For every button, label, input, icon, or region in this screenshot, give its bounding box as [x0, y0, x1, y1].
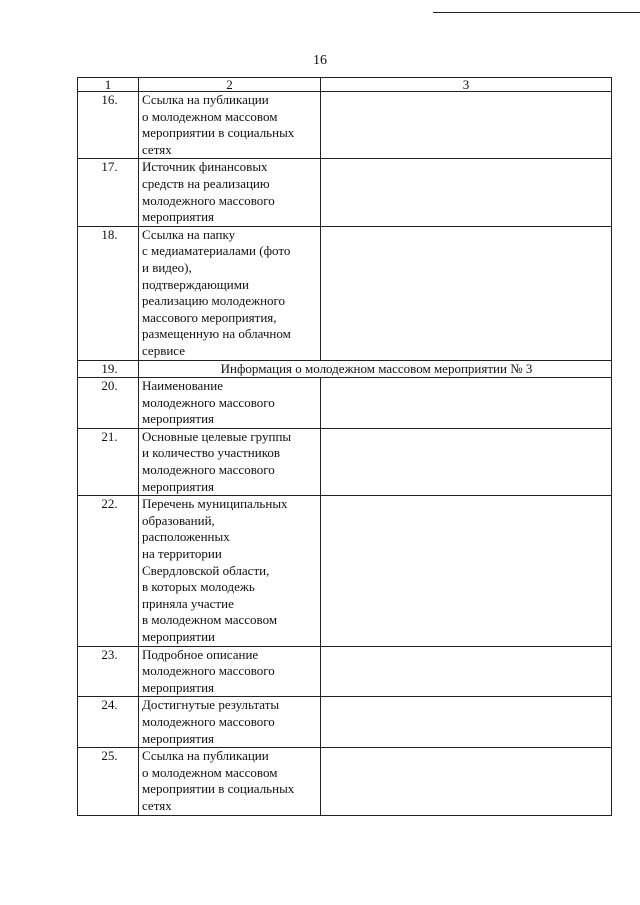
row-number: 22. [78, 496, 139, 646]
row-value-cell [321, 697, 612, 748]
row-number: 25. [78, 748, 139, 815]
table-row [78, 378, 612, 429]
row-label: Источник финансовых средств на реализацию молодежного массового мероприятия [139, 159, 321, 226]
row-label: Ссылка на публикации о молодежном массовом мероприятии в социальных сетях [139, 92, 321, 159]
row-value-cell [321, 428, 612, 495]
row-value-cell [321, 226, 612, 360]
row-value-cell [321, 92, 612, 159]
row-value-cell [321, 159, 612, 226]
row-value-cell [321, 378, 612, 429]
row-label: Перечень муниципальных образований, расположенных на территории Свердловской области, в которых молодежь приняла участие в молодежном массовом мероприятии [139, 496, 321, 646]
row-label: Основные целевые группы и количество участников молодежного массового мероприятия [139, 428, 321, 495]
row-number: 18. [78, 226, 139, 360]
table-row [78, 428, 612, 495]
row-number: 23. [78, 646, 139, 697]
top-rule [433, 12, 640, 13]
table-row [78, 496, 612, 646]
header-col-1: 1 [78, 78, 139, 92]
table-row [78, 226, 612, 360]
row-number: 24. [78, 697, 139, 748]
row-label: Наименование молодежного массового мероприятия [139, 378, 321, 429]
page-number: 16 [313, 53, 327, 68]
header-col-2: 2 [139, 78, 321, 92]
section-title: Информация о молодежном массовом мероприятии № 3 [139, 360, 612, 378]
row-number: 16. [78, 92, 139, 159]
row-number: 20. [78, 378, 139, 429]
row-number: 21. [78, 428, 139, 495]
row-number: 17. [78, 159, 139, 226]
header-col-3: 3 [321, 78, 612, 92]
row-value-cell [321, 496, 612, 646]
row-label: Подробное описание молодежного массового мероприятия [139, 646, 321, 697]
row-value-cell [321, 646, 612, 697]
row-value-cell [321, 748, 612, 815]
row-label: Ссылка на папку с медиаматериалами (фото и видео), подтверждающими реализацию молодежного массового мероприятия, размещенную на облачном сервисе [139, 226, 321, 360]
header-row [78, 78, 612, 92]
table-row [78, 748, 612, 815]
row-number: 19. [78, 360, 139, 378]
row-label: Достигнутые результаты молодежного массового мероприятия [139, 697, 321, 748]
table-row [78, 159, 612, 226]
form-table [77, 77, 612, 816]
table-row [78, 646, 612, 697]
row-label: Ссылка на публикации о молодежном массовом мероприятии в социальных сетях [139, 748, 321, 815]
table-row [78, 92, 612, 159]
section-row [78, 360, 612, 378]
table-row [78, 697, 612, 748]
